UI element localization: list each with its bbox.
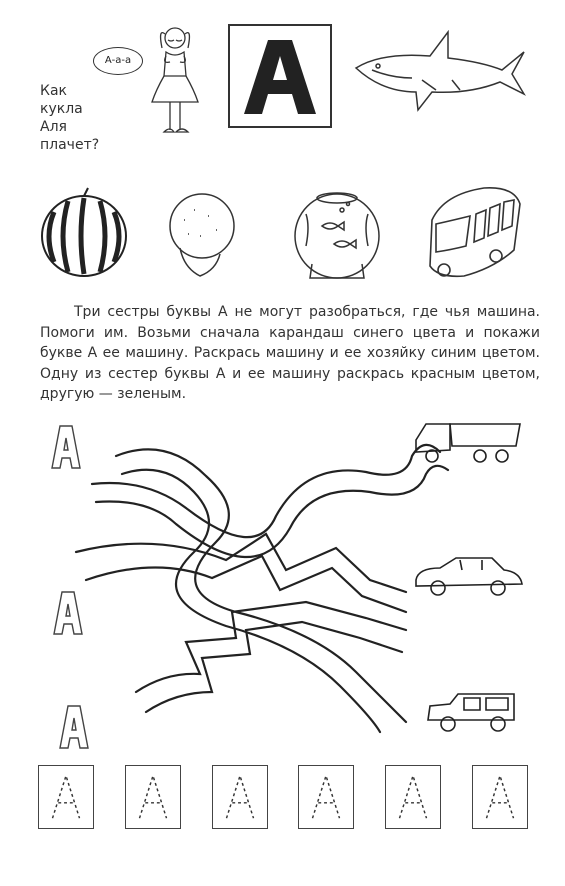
letter-tracing-row [38, 765, 528, 831]
jeep-illustration [428, 694, 514, 731]
question-text [40, 82, 120, 154]
question-line: плачет? [40, 137, 100, 153]
task-paragraph: Три сестры буквы А не могут разобраться, где чья машина. Помоги им. Возьми сначала карандаш синего цвета и покажи букве А ее машину. Раскрась машину и ее хозяйку синим цветом. Одну из сестер буквы А и ее машину раскрась красным цветом, другую — зеленым. [40, 304, 540, 402]
aquarium-illustration [292, 186, 382, 282]
watermelon-illustration [38, 186, 130, 278]
orange-illustration [164, 190, 240, 282]
girl-illustration [140, 18, 210, 146]
question-line: Аля [40, 119, 67, 135]
maze-area [36, 412, 528, 752]
trace-box[interactable] [472, 765, 528, 829]
dump-truck-illustration [416, 424, 520, 462]
big-letter-a [230, 26, 330, 126]
car-illustration [416, 558, 522, 595]
trace-box[interactable] [385, 765, 441, 829]
trace-box[interactable] [38, 765, 94, 829]
question-line: кукла [40, 101, 83, 117]
maze-letter-a [54, 592, 82, 634]
shark-illustration [352, 30, 528, 120]
question-line: Как [40, 83, 67, 99]
speech-bubble: А-а-а [93, 47, 143, 75]
trace-box[interactable] [298, 765, 354, 829]
big-letter-a-card [228, 24, 332, 128]
trace-box[interactable] [212, 765, 268, 829]
trace-box[interactable] [125, 765, 181, 829]
bus-illustration [424, 180, 524, 284]
maze-letter-a [52, 426, 80, 468]
maze-letter-a [60, 706, 88, 748]
task-instructions [40, 302, 540, 405]
